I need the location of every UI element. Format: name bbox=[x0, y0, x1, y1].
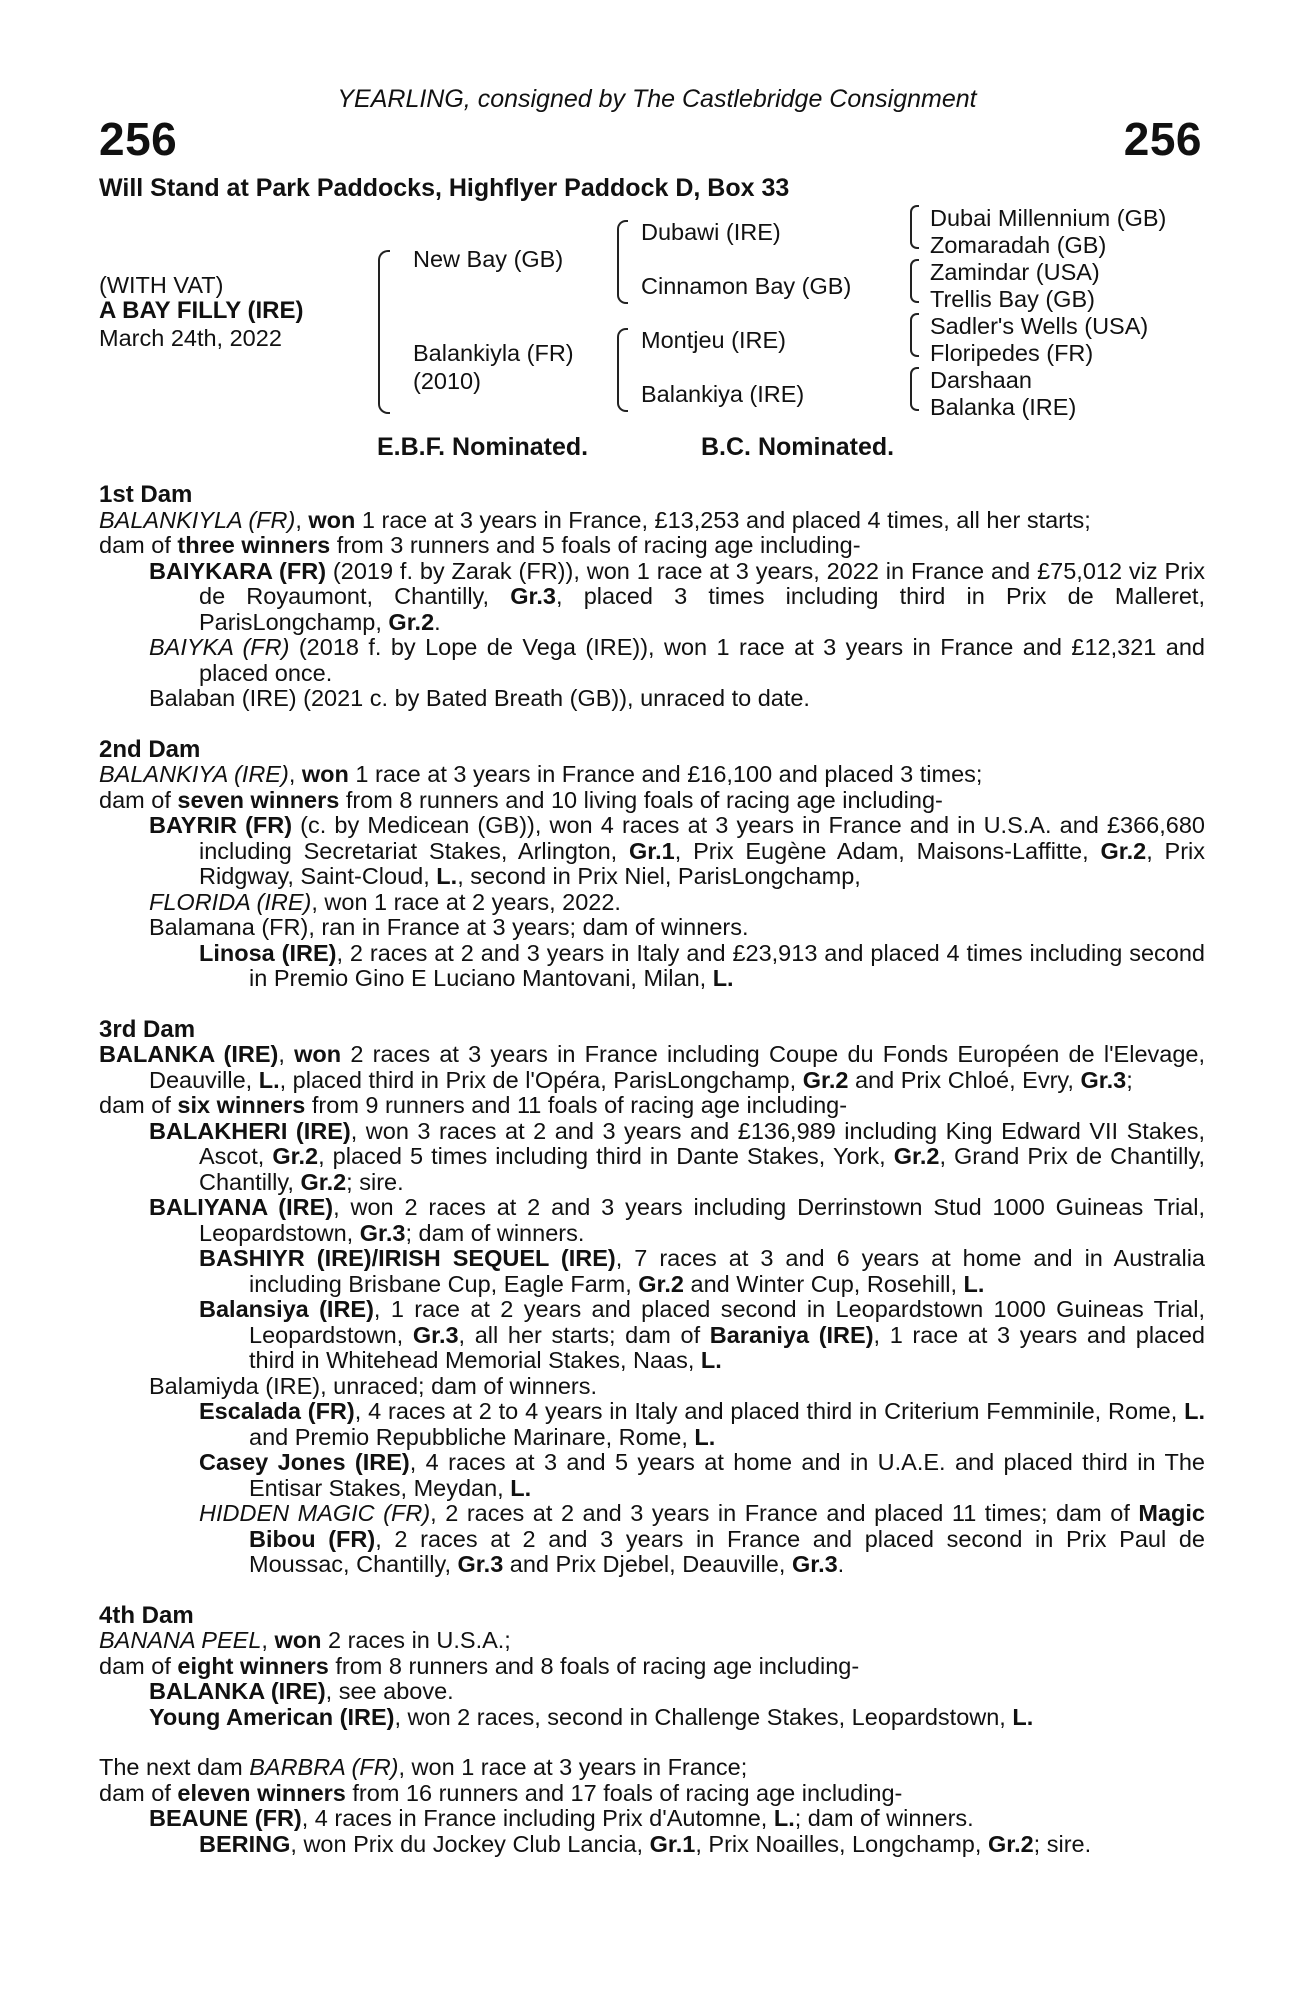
dam3-grand-offspring-2: Balansiya (IRE), 1 race at 2 years and placed second in Leopardstown 1000 Guineas Trial, Leopardstown, Gr.3, all her starts; dam of Baraniya (IRE), 1 race at 3 years and placed third in Whitehead Memorial Stakes, Naas, L. bbox=[199, 1296, 1205, 1373]
stand-location: Will Stand at Park Paddocks, Highflyer Paddock D, Box 33 bbox=[99, 174, 790, 202]
pedigree-sire: New Bay (GB) bbox=[413, 246, 564, 272]
pedigree-brace-dam bbox=[617, 328, 628, 412]
pedigree-brace-g3 bbox=[910, 313, 919, 357]
pedigree-dam: Balankiyla (FR) bbox=[413, 340, 574, 366]
pedigree-dam-dam: Balankiya (IRE) bbox=[641, 381, 805, 407]
next-dam-record: The next dam BARBRA (FR), won 1 race at 3 years in France; bbox=[99, 1754, 748, 1780]
dam3-grand-offspring-3: Escalada (FR), 4 races at 2 to 4 years in Italy and placed third in Criterium Femminile, Rome, L. and Premio Repubbliche Marinare, Rome, L. bbox=[199, 1398, 1205, 1450]
dam2-offspring-2: FLORIDA (IRE), won 1 race at 2 years, 2022. bbox=[149, 888, 621, 915]
pedigree-g5: Sadler's Wells (USA) bbox=[930, 313, 1149, 339]
dam1-offspring-2: BAIYKA (FR) (2018 f. by Lope de Vega (IRE)), won 1 race at 3 years in France and £12,321 and placed once. bbox=[149, 634, 1205, 686]
pedigree-g2: Zomaradah (GB) bbox=[930, 232, 1107, 258]
pedigree-g7: Darshaan bbox=[930, 367, 1032, 393]
dam4-offspring-2: Young American (IRE), won 2 races, second in Challenge Stakes, Leopardstown, L. bbox=[149, 1703, 1034, 1730]
dam3-offspring-2: BALIYANA (IRE), won 2 races at 2 and 3 years including Derrinstown Stud 1000 Guineas Trial, Leopardstown, Gr.3; dam of winners. bbox=[149, 1194, 1205, 1246]
section-title-2nd-dam: 2nd Dam bbox=[99, 735, 201, 763]
consignment-header: YEARLING, consigned by The Castlebridge Consignment bbox=[337, 85, 977, 113]
catalogue-body bbox=[99, 482, 1205, 1857]
pedigree-brace-sire bbox=[617, 220, 628, 304]
section-title-1st-dam: 1st Dam bbox=[99, 481, 193, 508]
lot-number-right: 256 bbox=[1123, 113, 1202, 165]
lot-number-left: 256 bbox=[99, 113, 178, 165]
pedigree-dam-year: (2010) bbox=[413, 368, 481, 394]
lot-dob: March 24th, 2022 bbox=[99, 325, 282, 351]
lot-name: A BAY FILLY (IRE) bbox=[99, 297, 304, 324]
ebf-nomination: E.B.F. Nominated. bbox=[377, 433, 589, 461]
pedigree-brace-main bbox=[378, 250, 390, 414]
dam3-grand-offspring-1: BASHIYR (IRE)/IRISH SEQUEL (IRE), 7 races at 3 and 6 years at home and in Australia including Brisbane Cup, Eagle Farm, Gr.2 and Winter Cup, Rosehill, L. bbox=[199, 1245, 1205, 1297]
dam2-record: BALANKIYA (IRE), won 1 race at 3 years in France and £16,100 and placed 3 times; bbox=[99, 761, 983, 787]
dam3-produce: dam of six winners from 9 runners and 11 foals of racing age including- bbox=[99, 1092, 848, 1118]
next-dam-produce: dam of eleven winners from 16 runners and 17 foals of racing age including- bbox=[99, 1779, 903, 1806]
pedigree-g1: Dubai Millennium (GB) bbox=[930, 205, 1167, 231]
pedigree-g8: Balanka (IRE) bbox=[930, 394, 1077, 420]
dam2-grand-offspring-1: Linosa (IRE), 2 races at 2 and 3 years in Italy and £23,913 and placed 4 times including second in Premio Gino E Luciano Mantovani, Milan, L. bbox=[199, 939, 1205, 991]
pedigree-g4: Trellis Bay (GB) bbox=[930, 286, 1095, 312]
dam3-offspring-3: Balamiyda (IRE), unraced; dam of winners. bbox=[149, 1372, 597, 1399]
dam1-produce: dam of three winners from 3 runners and 5 foals of racing age including- bbox=[99, 532, 861, 558]
dam3-grand-offspring-4: Casey Jones (IRE), 4 races at 3 and 5 years at home and in U.A.E. and placed third in The Entisar Stakes, Meydan, L. bbox=[199, 1449, 1205, 1501]
bc-nomination: B.C. Nominated. bbox=[701, 433, 895, 461]
dam1-offspring-1: BAIYKARA (FR) (2019 f. by Zarak (FR)), won 1 race at 3 years, 2022 in France and £75,012 viz Prix de Royaumont, Chantilly, Gr.3, placed 3 times including third in Prix de Malleret, ParisLongchamp, Gr.2. bbox=[149, 557, 1205, 635]
dam1-record: BALANKIYLA (FR), won 1 race at 3 years in France, £13,253 and placed 4 times, all her starts; bbox=[99, 506, 1091, 533]
dam3-record: BALANKA (IRE), won 2 races at 3 years in France including Coupe du Fonds Européen de l'Elevage, Deauville, L., placed third in Prix de l'Opéra, ParisLongchamp, Gr.2 and Prix Chloé, Evry, Gr.3; bbox=[99, 1041, 1206, 1093]
dam3-grand-offspring-5: HIDDEN MAGIC (FR), 2 races at 2 and 3 years in France and placed 11 times; dam of Magic Bibou (FR), 2 races at 2 and 3 years in France and placed second in Prix Paul de Moussac, Chantilly, Gr.3 and Prix Djebel, Deauville, Gr.3. bbox=[199, 1500, 1205, 1577]
dam3-offspring-1: BALAKHERI (IRE), won 3 races at 2 and 3 years and £136,989 including King Edward VII Stakes, Ascot, Gr.2, placed 5 times including third in Dante Stakes, York, Gr.2, Grand Prix de Chantilly, Chantilly, Gr.2; sire. bbox=[149, 1117, 1205, 1195]
next-dam-grand-offspring-1: BERING, won Prix du Jockey Club Lancia, Gr.1, Prix Noailles, Longchamp, Gr.2; sire. bbox=[199, 1830, 1092, 1857]
dam4-offspring-1: BALANKA (IRE), see above. bbox=[149, 1678, 454, 1704]
pedigree-brace-g1 bbox=[910, 205, 919, 249]
dam2-offspring-3: Balamana (FR), ran in France at 3 years; dam of winners. bbox=[149, 914, 749, 940]
pedigree-g6: Floripedes (FR) bbox=[930, 340, 1094, 366]
next-dam-offspring-1: BEAUNE (FR), 4 races in France including Prix d'Automne, L.; dam of winners. bbox=[149, 1805, 974, 1831]
pedigree-sire-sire: Dubawi (IRE) bbox=[641, 219, 781, 245]
dam1-offspring-3: Balaban (IRE) (2021 c. by Bated Breath (GB)), unraced to date. bbox=[149, 685, 810, 711]
pedigree-dam-sire: Montjeu (IRE) bbox=[641, 327, 786, 353]
vat-note: (WITH VAT) bbox=[99, 272, 224, 298]
pedigree-brace-g2 bbox=[910, 259, 919, 303]
pedigree-brace-g4 bbox=[910, 367, 919, 411]
dam2-produce: dam of seven winners from 8 runners and 10 living foals of racing age including- bbox=[99, 786, 943, 813]
section-title-3rd-dam: 3rd Dam bbox=[99, 1015, 196, 1043]
pedigree-sire-dam: Cinnamon Bay (GB) bbox=[641, 273, 852, 299]
dam4-produce: dam of eight winners from 8 runners and 8 foals of racing age including- bbox=[99, 1652, 860, 1679]
dam2-offspring-1: BAYRIR (FR) (c. by Medicean (GB)), won 4 races at 3 years in France and in U.S.A. and £366,680 including Secretariat Stakes, Arlington, Gr.1, Prix Eugène Adam, Maisons-Laffitte, Gr.2, Prix Ridgway, Saint-Cloud, L., second in Prix Niel, ParisLongchamp, bbox=[149, 812, 1206, 889]
dam4-record: BANANA PEEL, won 2 races in U.S.A.; bbox=[99, 1627, 511, 1653]
section-title-4th-dam: 4th Dam bbox=[99, 1601, 194, 1629]
pedigree-g3: Zamindar (USA) bbox=[930, 259, 1100, 285]
